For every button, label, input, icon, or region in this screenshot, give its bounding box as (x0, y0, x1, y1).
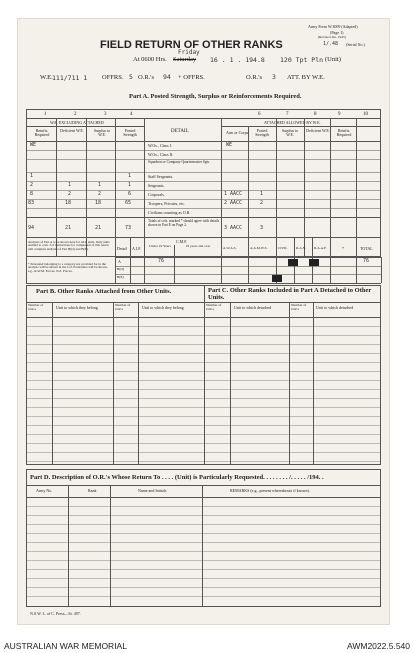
col-header: Reinfts. Required (34, 128, 50, 137)
cell-value: 18 (65, 200, 72, 206)
col-header: Number of O.R.s (291, 303, 307, 311)
ruled-line (26, 452, 381, 453)
col-header: Posted Strength (255, 128, 269, 137)
plus-offrs-label: + OFFRS. (178, 74, 205, 81)
cell-value: 6 (128, 191, 132, 197)
col-header: Number of O.R.s (206, 303, 222, 311)
form-sheet (17, 18, 390, 625)
col-number: 4 (130, 112, 133, 117)
ruled-line (26, 326, 381, 327)
cell-value: 1 AACC (224, 191, 243, 197)
cell-value: WE (226, 142, 233, 148)
cell-value: 2 (260, 200, 264, 206)
ruled-line (26, 434, 381, 435)
ruled-line (26, 524, 381, 525)
cell-value: 2 (68, 191, 72, 197)
total-value: 94 (28, 225, 35, 231)
row-detail: Squadron or Company Quartermaster Sgts. (148, 160, 210, 164)
ruled-line (26, 362, 381, 363)
cell-value: 65 (125, 200, 132, 206)
totals-detail: Totals of cols. marked * should agree with details shown in Part E on Page 2. (148, 219, 220, 227)
day-struck: Saturday (173, 56, 197, 63)
row-detail: Staff Sergeants. (148, 174, 174, 179)
total-value: 3 AACC (224, 225, 243, 231)
analysis-col-header: R.A.N. (296, 246, 307, 250)
col-number: 2 (74, 112, 77, 117)
cell-value: 2 (30, 182, 34, 188)
ors-label: O.R.'s (138, 74, 154, 81)
day-written: Friday (178, 49, 200, 56)
footer-bar (0, 640, 414, 653)
page-note: (Page 1) (330, 30, 344, 35)
form-number: Army Form W.3009 (Adapted) (308, 24, 358, 29)
cell-value: 1 (260, 191, 264, 197)
att-label: ATT. BY W.E. (287, 74, 325, 81)
ruled-line (26, 569, 381, 570)
ruled-line (26, 371, 381, 372)
page-title: FIELD RETURN OF OTHER RANKS (100, 39, 283, 51)
cell-value: 1 (98, 182, 102, 188)
serial-label: (Serial No.) (346, 42, 365, 47)
ruled-line (26, 560, 381, 561)
offrs-label: OFFRS. (102, 74, 124, 81)
col-number: 7 (286, 112, 289, 117)
ruled-line (26, 542, 381, 543)
col-header: Army No. (36, 488, 53, 493)
time-label: At 0600 Hrs. (133, 56, 167, 63)
col-number: 9 (338, 112, 341, 117)
ruled-line (26, 353, 381, 354)
cell-value: 1 (128, 173, 132, 179)
row-detail: W.Os., Class I. (148, 143, 172, 148)
ruled-line (26, 416, 381, 417)
analysis-col-header: TOTAL (360, 246, 373, 251)
total-value: 21 (65, 225, 72, 231)
cell-value: 1 (68, 182, 72, 188)
total-value: 21 (95, 225, 102, 231)
analysis-col-header: * (342, 246, 344, 251)
unit-value: 120 Tpt Pln (280, 56, 324, 64)
analysis-col-header: A.W.A.S. (223, 246, 237, 250)
ruled-line (26, 389, 381, 390)
ruled-line (26, 344, 381, 345)
ruled-line (26, 533, 381, 534)
col-header: Deficient W.E. (60, 128, 84, 133)
blacked-out-cell (309, 259, 319, 266)
ruled-line (26, 551, 381, 552)
col-header: Name and Initials (138, 488, 167, 493)
detail-header: DETAIL (171, 129, 189, 134)
footer-accession: AWM2022.5.540 (347, 641, 410, 651)
revised-note: (Revised Jan. 1945) (318, 35, 346, 39)
cell-value: 1 (30, 173, 34, 179)
col-header: Number of O.R.s (28, 303, 44, 311)
analysis-col-header: Detail (117, 246, 127, 251)
ruled-line (26, 380, 381, 381)
part-d-title: Part D. Description of O.R.'s Whose Return To . . . . (Unit) is Particularly Requested. . . . . . . . /. . . . . /194. . (30, 474, 324, 481)
row-detail: Sergeants. (148, 183, 165, 188)
analysis-row-label: B(O) (117, 267, 125, 271)
cell-value: 8 (30, 191, 34, 197)
ruled-line (26, 515, 381, 516)
ruled-line (26, 335, 381, 336)
analysis-footnote: * Personnel belonging to a category not provided for in the analysis will be shown in the Col. Particulars will be shown, e.g., R.W.M. Forces, N.Z. Forces. (28, 262, 108, 273)
ruled-line (26, 425, 381, 426)
analysis-row-label: A (118, 259, 121, 264)
footer-institution: AUSTRALIAN WAR MEMORIAL (4, 641, 127, 651)
col-header: Unit to which detached (234, 305, 272, 310)
blacked-out-cell (288, 259, 298, 266)
total-a-value: 76 (363, 258, 370, 264)
ruled-line (26, 443, 381, 444)
serial-value: 1/.48 (323, 41, 339, 47)
part-c-title: Part C. Other Ranks Included in Part A Detached to Other Units. (208, 287, 372, 302)
part-a-title: Part A. Posted Strength, Surplus or Reinforcements Required. (129, 93, 302, 100)
ruled-line (26, 407, 381, 408)
ruled-line (26, 398, 381, 399)
we-value: 111/711 1 (52, 74, 88, 82)
analysis-row-label: B(E) (117, 275, 124, 279)
cell-value: 2 (98, 191, 102, 197)
ors-value: 94 (163, 73, 171, 81)
col-header: Posted Strength (123, 128, 137, 137)
cell-value: 2 AACC (224, 200, 243, 206)
analysis-col-header: A.I.F. (132, 246, 142, 251)
plus-ors-label: O.R.'s (246, 74, 262, 81)
col-header: Unit to which they belong (56, 305, 98, 310)
ruled-line (26, 506, 381, 507)
we-label: W.E. (40, 74, 53, 81)
ruled-line (26, 461, 381, 462)
col-header: Unit to which they belong (142, 305, 184, 310)
row-detail: Corporals. (148, 192, 165, 197)
date-value: 16 . 1 . 194.8 (210, 56, 265, 64)
row-detail: W.Os., Class II. (148, 152, 174, 157)
col-header: Number of O.R.s (115, 303, 131, 311)
ruled-line (26, 578, 381, 579)
col-header: Deficient W.E. (306, 128, 330, 133)
cmf-header: C.M.F. (176, 239, 188, 244)
blacked-out-cell (272, 275, 282, 282)
col-header: Arm or Corps (226, 130, 249, 135)
row-detail: Troopers, Privates, etc. (148, 201, 185, 206)
analysis-col-header: R.A.A.F. (314, 246, 327, 250)
total-value: 73 (125, 225, 132, 231)
col-header: Surplus to W.E. (93, 128, 111, 137)
group-right-header: ATTACHED ALLOWED BY W.E. (264, 120, 321, 125)
cell-value: 18 (95, 200, 102, 206)
printer-imprint: N.S.W. L. of C. Press—St. 497. (30, 611, 81, 616)
analysis-col-header: A.A.M.W.S. (250, 246, 268, 250)
cell-value: 83 (28, 200, 35, 206)
col-number: 10 (363, 112, 368, 117)
col-number: 3 (104, 112, 107, 117)
analysis-col-header: Under 19 Years (149, 244, 171, 248)
analysis-col-header: 19 years and over (185, 244, 211, 248)
cell-value: WE (30, 142, 37, 148)
analysis-note: Analysis of Part A to be shown here for ALL units. Only units entitled to corn. f of instructions for completion of this return will complete analysis of Part B(O) and B(E). (28, 240, 110, 251)
col-header: Reinfts. Required (336, 128, 352, 137)
col-header: Unit to which detached (316, 305, 354, 310)
row-detail: Civilians counting as O.R. (148, 210, 191, 215)
col-header: Rank (88, 488, 97, 493)
group-left-header: W.E. EXCLUDING ATTACHED (50, 120, 104, 125)
col-header: REMARKS (e.g., present whereabouts if known). (230, 488, 310, 493)
ruled-line (26, 596, 381, 597)
cell-value: 1 (128, 182, 132, 188)
col-number: 6 (258, 112, 261, 117)
total-value: 3 (260, 225, 264, 231)
unit-label: (Unit) (325, 56, 341, 63)
part-b-title: Part B. Other Ranks Attached from Other Units. (36, 288, 172, 295)
ruled-line (26, 587, 381, 588)
col-header: Surplus to W.E. (281, 128, 299, 137)
analysis-col-header: CIVIL (278, 246, 288, 250)
aif-a-value: 76 (158, 258, 165, 264)
plus-ors-value: 3 (272, 73, 276, 81)
col-number: 1 (44, 112, 47, 117)
col-number: 8 (314, 112, 317, 117)
offrs-value: 5 (129, 73, 133, 81)
